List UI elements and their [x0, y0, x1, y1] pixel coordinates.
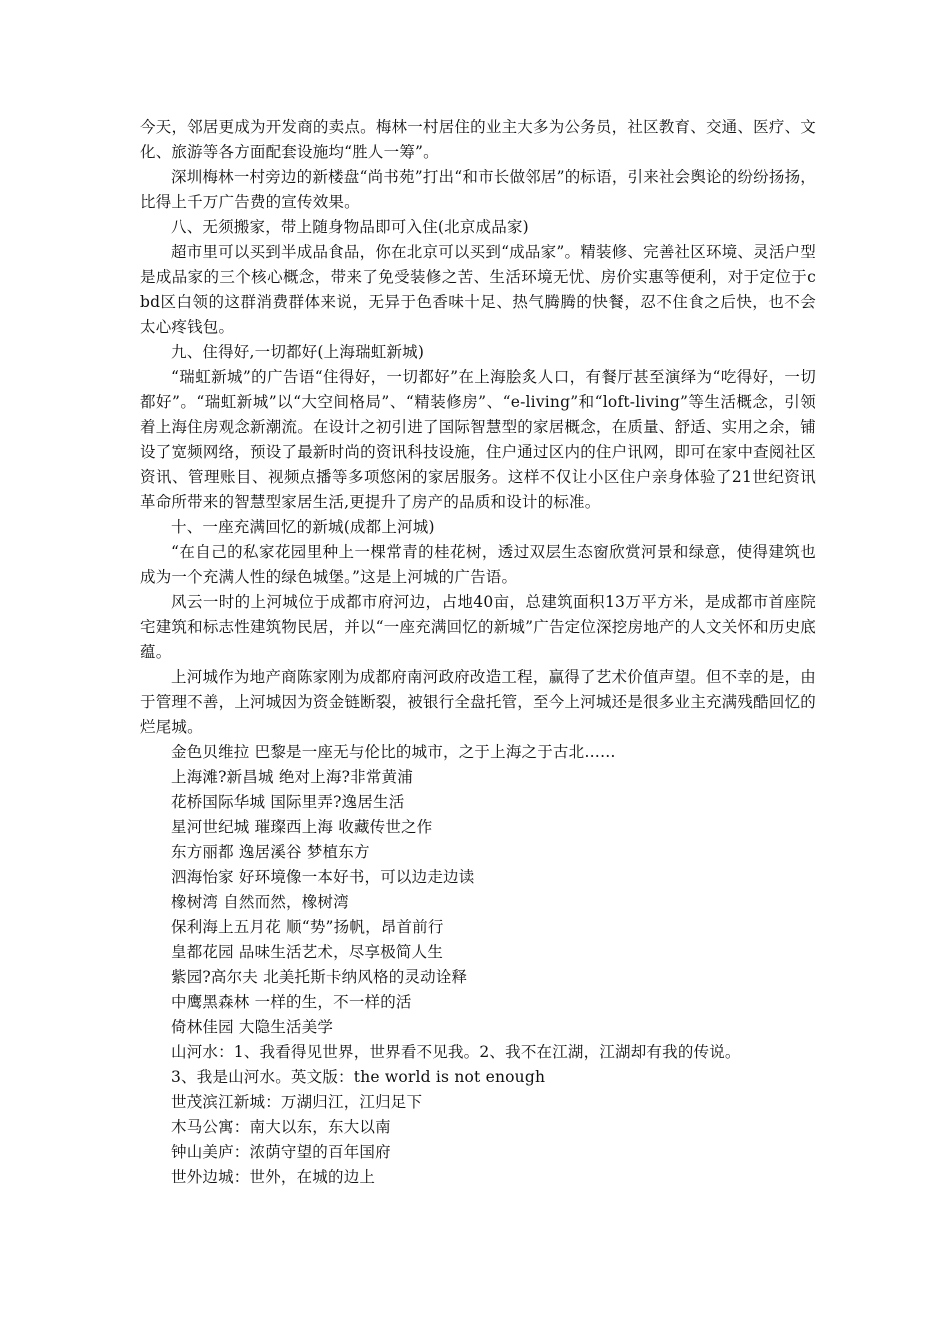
- slogan-item: 东方丽都 逸居溪谷 梦植东方: [171, 843, 370, 861]
- slogan-item: 钟山美庐：浓荫守望的百年国府: [171, 1143, 391, 1161]
- slogan-item: 木马公寓：南大以东，东大以南: [171, 1118, 391, 1136]
- paragraph-neighbors-selling-point: 今天，邻居更成为开发商的卖点。梅林一村居住的业主大多为公务员，社区教育、交通、医疗、文化、旅游等各方面配套设施均“胜人一筹”。: [140, 118, 816, 161]
- slogan-item: 山河水：1、我看得见世界，世界看不见我。2、我不在江湖，江湖却有我的传说。: [171, 1043, 741, 1061]
- slogan-item: 世茂滨江新城：万湖归江，江归足下: [171, 1093, 423, 1111]
- slogan-item: 紫园?高尔夫 北美托斯卡纳风格的灵动诠释: [171, 968, 468, 986]
- slogan-item: 橡树湾 自然而然，橡树湾: [171, 893, 349, 911]
- paragraph-ruihong: “瑞虹新城”的广告语“住得好，一切都好”在上海脍炙人口，有餐厅甚至演绎为“吃得好，一切都好”。“瑞虹新城”以“大空间格局”、“精装修房”、“e-living”和“loft-living”等生活概念，引领着上海住房观念新潮流。在设计之初引进了国际智慧型的家居概念，在质量、舒适、实用之余，铺设了宽频网络，预设了最新时尚的资讯科技设施，住户通过区内的住户讯网，即可在家中查阅社区资讯、管理账目、视频点播等多项悠闲的家居服务。这样不仅让小区住户亲身体验了21世纪资讯革命所带来的智慧型家居生活,更提升了房产的品质和设计的标准。: [140, 368, 816, 511]
- slogan-item: 倚林佳园 大隐生活美学: [171, 1018, 334, 1036]
- section-heading-9: 九、住得好,一切都好(上海瑞虹新城): [171, 343, 425, 361]
- section-heading-8: 八、无须搬家，带上随身物品即可入住(北京成品家): [171, 218, 529, 236]
- slogan-item: 花桥国际华城 国际里弄?逸居生活: [171, 793, 405, 811]
- slogan-item: 3、我是山河水。英文版：the world is not enough: [171, 1068, 546, 1086]
- paragraph-shanghecheng-slogan: “在自己的私家花园里种上一棵常青的桂花树，透过双层生态窗欣赏河景和绿意，使得建筑也成为一个充满人性的绿色城堡。”这是上河城的广告语。: [140, 543, 816, 586]
- slogan-item: 上海滩?新昌城 绝对上海?非常黄浦: [171, 768, 413, 786]
- slogan-item: 金色贝维拉 巴黎是一座无与伦比的城市，之于上海之于古北……: [171, 743, 616, 761]
- paragraph-chengpinjia: 超市里可以买到半成品食品，你在北京可以买到“成品家”。精装修、完善社区环境、灵活户型是成品家的三个核心概念，带来了免受装修之苦、生活环境无忧、房价实惠等便利，对于定位于cbd区白领的这群消费群体来说，无异于色香味十足、热气腾腾的快餐，忍不住食之后快，也不会太心疼钱包。: [140, 243, 816, 336]
- document-body: [140, 115, 816, 1190]
- section-heading-10: 十、一座充满回忆的新城(成都上河城): [171, 518, 435, 536]
- slogan-item: 中鹰黑森林 一样的生，不一样的活: [171, 993, 412, 1011]
- slogan-item: 保利海上五月花 顺“势”扬帆，昂首前行: [171, 918, 444, 936]
- slogan-item: 星河世纪城 璀璨西上海 收藏传世之作: [171, 818, 433, 836]
- slogan-item: 世外边城：世外，在城的边上: [171, 1168, 376, 1186]
- paragraph-shanghecheng-fate: 上河城作为地产商陈家刚为成都府南河政府改造工程，赢得了艺术价值声望。但不幸的是，由于管理不善，上河城因为资金链断裂，被银行全盘托管，至今上河城还是很多业主充满残酷回忆的烂尾城。: [140, 668, 816, 736]
- paragraph-shangshuyuan: 深圳梅林一村旁边的新楼盘“尚书苑”打出“和市长做邻居”的标语，引来社会舆论的纷纷扬扬，比得上千万广告费的宣传效果。: [140, 168, 816, 211]
- paragraph-shanghecheng-location: 风云一时的上河城位于成都市府河边，占地40亩，总建筑面积13万平方米，是成都市首座院宅建筑和标志性建筑物民居，并以“一座充满回忆的新城”广告定位深挖房地产的人文关怀和历史底蕴。: [140, 593, 816, 661]
- slogan-item: 泗海怡家 好环境像一本好书，可以边走边读: [171, 868, 475, 886]
- slogan-item: 皇都花园 品味生活艺术，尽享极简人生: [171, 943, 444, 961]
